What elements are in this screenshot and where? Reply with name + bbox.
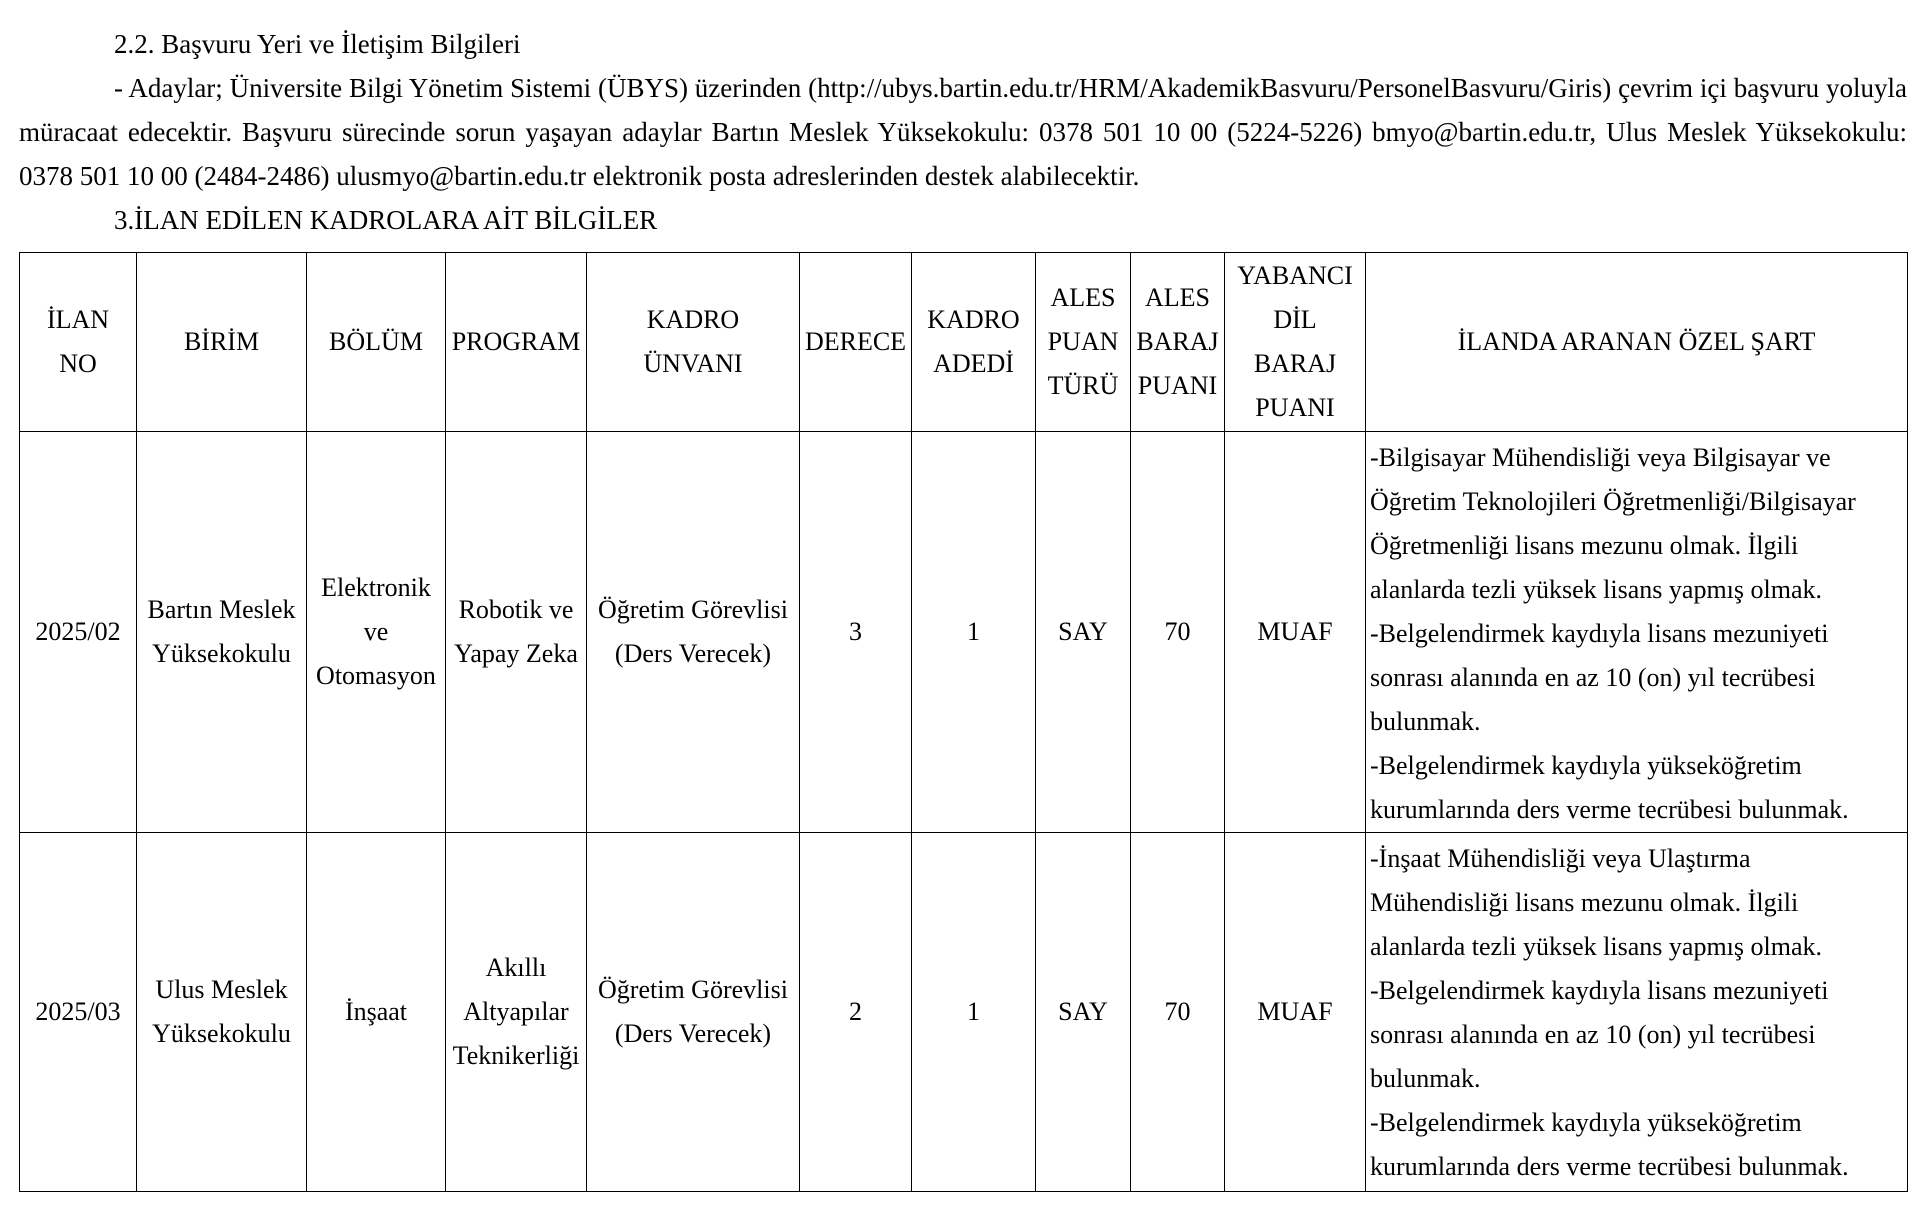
cell-line: (Ders Verecek) [614,639,772,668]
cell-kadro-adedi: 1 [912,432,1036,833]
cell-ozel-sart [1366,432,1908,833]
cell-line: Yapay Zeka [454,639,578,668]
cell-line: TÜRÜ [1047,371,1119,400]
cell-line: Akıllı [485,953,547,982]
condition-line: sonrası alanında en az 10 (on) yıl tecrübesi [1370,663,1816,692]
cell-line: Otomasyon [316,661,436,690]
condition-line: kurumlarında ders verme tecrübesi bulunmak. [1370,795,1849,824]
cell-ilan-no: 2025/03 [20,833,137,1192]
condition-line: sonrası alanında en az 10 (on) yıl tecrübesi [1370,1020,1816,1049]
cell-derece: 2 [800,833,912,1192]
condition-line: alanlarda tezli yüksek lisans yapmış olmak. [1370,932,1822,961]
header-derece: DERECE [800,253,912,432]
application-paragraph [19,66,1907,198]
condition-line: bulunmak. [1370,1064,1481,1093]
header-program: PROGRAM [446,253,587,432]
cell-line: İnşaat [344,997,408,1026]
cell-line: Yüksekokulu [152,1019,291,1048]
cell-line: PUAN [1047,327,1119,356]
header-ozel-sart: İLANDA ARANAN ÖZEL ŞART [1366,253,1908,432]
cell-ales-baraj-puani: 70 [1131,833,1225,1192]
cell-line: ÜNVANI [643,349,743,378]
cell-line: ADEDİ [933,349,1014,378]
section-3-heading: 3.İLAN EDİLEN KADROLARA AİT BİLGİLER [114,205,658,235]
cell-line: Altyapılar [463,997,569,1026]
cell-yabanci-dil: MUAF [1225,432,1366,833]
document-body [19,22,1907,242]
table-row [20,432,1908,833]
condition-line: alanlarda tezli yüksek lisans yapmış olmak. [1370,575,1822,604]
header-birim: BİRİM [137,253,307,432]
cell-line: ve [363,617,389,646]
cell-line: Öğretim Görevlisi [598,595,788,624]
header-yabanci-dil [1225,253,1366,432]
condition-line: -Bilgisayar Mühendisliği veya Bilgisayar ve [1370,443,1831,472]
cell-line: Teknikerliği [452,1041,580,1070]
header-bolum: BÖLÜM [307,253,446,432]
header-kadro-adedi [912,253,1036,432]
cell-birim [137,432,307,833]
cell-line: Bartın Meslek [147,595,296,624]
cell-line: ALES [1050,283,1116,312]
condition-line: -Belgelendirmek kaydıyla lisans mezuniyeti [1370,976,1829,1005]
cell-yabanci-dil: MUAF [1225,833,1366,1192]
section-2-2-heading: 2.2. Başvuru Yeri ve İletişim Bilgileri [114,29,521,59]
cell-line: İLAN [46,305,110,334]
positions-table [19,252,1908,1192]
cell-ozel-sart [1366,833,1908,1192]
cell-program [446,833,587,1192]
header-kadro-unvani [587,253,800,432]
condition-line: kurumlarında ders verme tecrübesi bulunmak. [1370,1152,1849,1181]
cell-line: Elektronik [321,573,431,602]
header-ales-baraj-puani [1131,253,1225,432]
header-ilan-no [20,253,137,432]
cell-ales-baraj-puani: 70 [1131,432,1225,833]
cell-program [446,432,587,833]
cell-line: Öğretim Görevlisi [598,975,788,1004]
condition-line: bulunmak. [1370,707,1481,736]
cell-bolum [307,432,446,833]
cell-line: NO [59,349,97,378]
cell-line: Robotik ve [458,595,574,624]
cell-kadro-adedi: 1 [912,833,1036,1192]
cell-line: PUANI [1255,393,1335,422]
cell-line: BARAJ [1136,327,1219,356]
cell-line: ALES [1145,283,1210,312]
condition-line: Öğretmenliği lisans mezunu olmak. İlgili [1370,531,1799,560]
cell-kadro-unvani [587,432,800,833]
cell-ales-puan-turu: SAY [1036,833,1131,1192]
cell-line: Ulus Meslek [155,975,288,1004]
cell-kadro-unvani [587,833,800,1192]
cell-line: KADRO [646,305,740,334]
condition-line: Mühendisliği lisans mezunu olmak. İlgili [1370,888,1799,917]
condition-line: -Belgelendirmek kaydıyla yükseköğretim [1370,1108,1802,1137]
cell-ales-puan-turu: SAY [1036,432,1131,833]
header-ales-puan-turu [1036,253,1131,432]
cell-line: BARAJ [1253,349,1337,378]
cell-line: KADRO [927,305,1020,334]
cell-birim [137,833,307,1192]
condition-line: -Belgelendirmek kaydıyla yükseköğretim [1370,751,1802,780]
application-paragraph-text: - Adaylar; Üniversite Bilgi Yönetim Sistemi (ÜBYS) üzerinden (http://ubys.bartin.edu.tr/HRM/AkademikBasvuru/PersonelBasvuru/Giris) çevrim içi başvuru yoluyla müracaat edecektir. Başvuru sürecinde sorun yaşayan adaylar Bartın Meslek Yüksekokulu: 0378 501 10 00 (5224-5226) bmyo@bartin.edu.tr, Ulus Meslek Yüksekokulu: 0378 501 10 00 (2484-2486) ulusmyo@bartin.edu.tr elektronik posta adreslerinden destek alabilecektir. [19,73,1907,191]
condition-line: -Belgelendirmek kaydıyla lisans mezuniyeti [1370,619,1829,648]
cell-bolum [307,833,446,1192]
cell-line: Yüksekokulu [152,639,291,668]
condition-line: -İnşaat Mühendisliği veya Ulaştırma [1370,844,1751,873]
cell-line: DİL [1273,305,1317,334]
table-row [20,833,1908,1192]
cell-derece: 3 [800,432,912,833]
condition-line: Öğretim Teknolojileri Öğretmenliği/Bilgisayar [1370,487,1856,516]
cell-ilan-no: 2025/02 [20,432,137,833]
cell-line: PUANI [1137,371,1218,400]
table-header-row [20,253,1908,432]
cell-line: YABANCI [1237,261,1353,290]
cell-line: (Ders Verecek) [614,1019,772,1048]
